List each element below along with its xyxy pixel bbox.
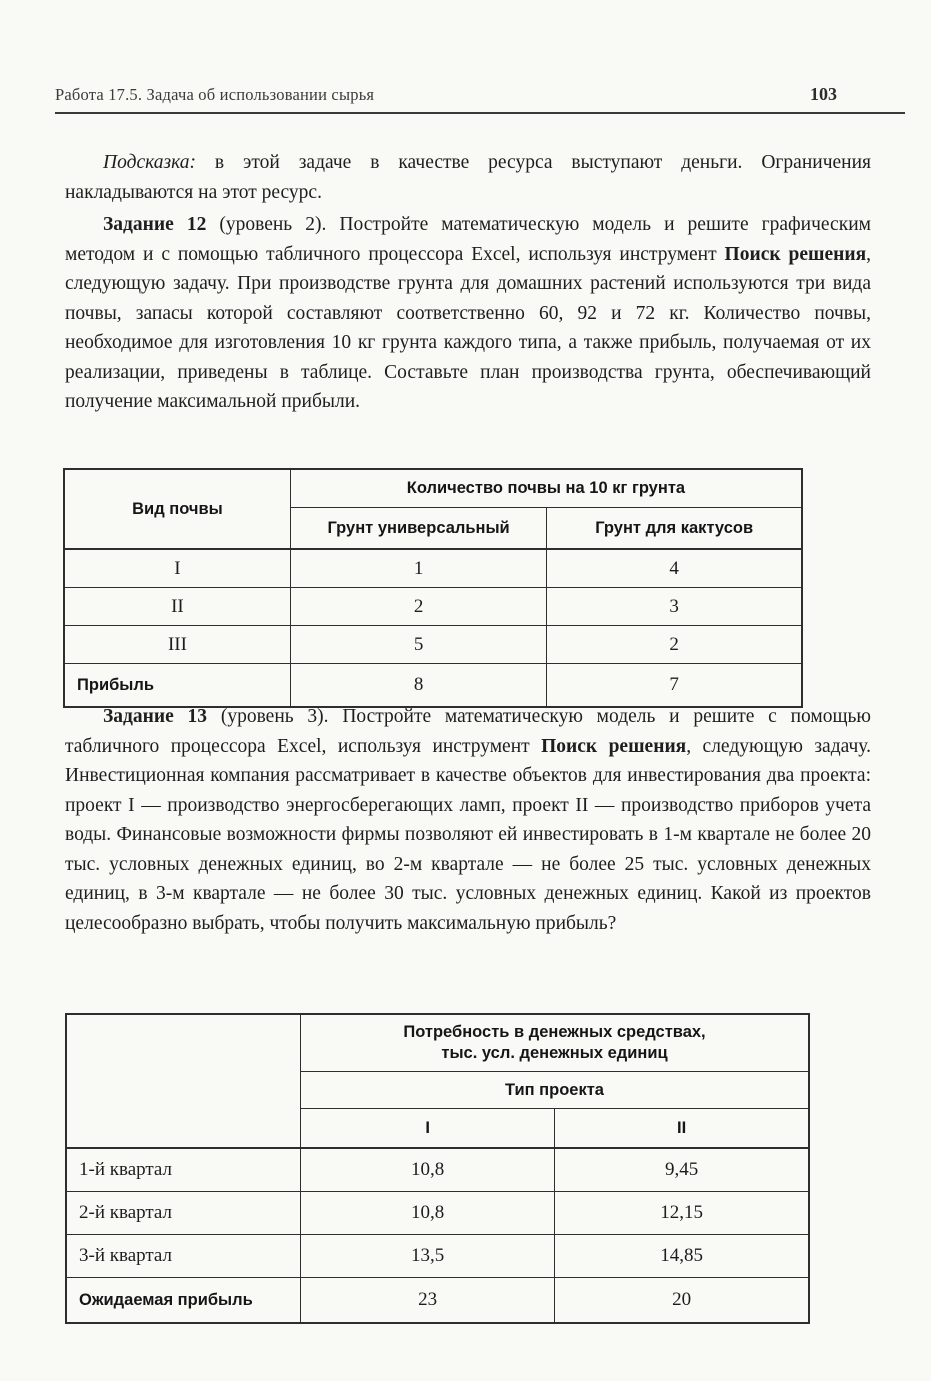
soil-type-cell: III [64,626,290,664]
task-13-level: (уровень 3). [207,706,343,727]
universal-value-cell: 2 [290,588,546,626]
table-row [64,549,802,588]
universal-profit-cell: 8 [290,664,546,708]
profit-row [64,664,802,708]
project-2-value-cell: 9,45 [555,1148,809,1192]
task-13-title: Задание 13 [103,706,208,727]
project-1-profit-cell: 23 [301,1278,555,1324]
project-1-value-cell: 13,5 [301,1235,555,1278]
cactus-value-cell: 2 [547,626,802,664]
project-2-value-cell: 14,85 [555,1235,809,1278]
page-number: 103 [810,84,837,104]
task-13-text-a: Постройте математическую модель и решите с помощью табличного процессора Excel, используя инструмент [65,706,871,757]
project-1-value-cell: 10,8 [301,1148,555,1192]
task-13-paragraph [65,702,871,938]
expected-profit-label: Ожидаемая прибыль [66,1278,301,1324]
cactus-value-cell: 4 [547,549,802,588]
running-title: Работа 17.5. Задача об использовании сырья [55,85,375,104]
table-row [66,1235,809,1278]
investment-table-group-header [301,1014,809,1072]
universal-soil-column-header: Грунт универсальный [290,508,546,550]
task-12-paragraph [65,210,871,417]
hint-lead: Подсказка: [103,152,196,173]
task-12-level: (уровень 2). [206,214,340,235]
task-12-title: Задание 12 [103,214,207,235]
task-13-tool-name: Поиск решения [541,735,687,757]
cactus-value-cell: 3 [547,588,802,626]
task-13-text-b: , следующую задачу. Инвестиционная компания рассматривает в качестве объектов для инвестирования два проекта: проект I — производство энергосберегающих ламп, проект II — производство приборов учета воды. Финансовые возможности фирмы позволяют ей инвестировать в 1-м квартале не более 20 тыс. условных денежных единиц, во 2-м квартале — не более 25 тыс. условных денежных единиц, в 3-м квартале — не более 30 тыс. условных денежных единиц. Какой из проектов целесообразно выбрать, чтобы получить максимальную прибыль? [65,735,871,934]
soil-type-cell: I [64,549,290,588]
cactus-profit-cell: 7 [547,664,802,708]
quarter-label-cell: 3-й квартал [66,1235,301,1278]
soil-type-cell: II [64,588,290,626]
universal-value-cell: 5 [290,626,546,664]
group-header-line-2: тыс. усл. денежных единиц [441,1044,668,1062]
universal-value-cell: 1 [290,549,546,588]
task-12-text-a: Постройте математическую модель и решите графическим методом и с помощью табличного процессора Excel, используя инструмент [65,214,871,265]
task-12-tool-name: Поиск решения [724,243,867,265]
project-2-column-header: II [555,1109,809,1149]
task-12-text-b: , следующую задачу. При производстве грунта для домашних растений используются три вида почвы, запасы которой составляют соответственно 60, 92 и 72 кг. Количество почвы, необходимое для изготовления 10 кг грунта каждого типа, а также прибыль, получаемая от их реализации, приведены в таблице. Составьте план производства грунта, обеспечивающий получение максимальной прибыли. [65,243,872,412]
page-header [55,84,905,114]
quarter-label-cell: 1-й квартал [66,1148,301,1192]
table-row [66,1148,809,1192]
project-type-header: Тип проекта [301,1072,809,1109]
quarter-label-cell: 2-й квартал [66,1192,301,1235]
project-2-profit-cell: 20 [555,1278,809,1324]
table-row [64,588,802,626]
cactus-soil-column-header: Грунт для кактусов [547,508,802,550]
soil-type-column-header: Вид почвы [64,469,290,549]
soil-table-group-header-row [64,469,802,508]
soil-table [63,468,803,708]
project-1-value-cell: 10,8 [301,1192,555,1235]
hint-paragraph [65,148,871,207]
project-2-value-cell: 12,15 [555,1192,809,1235]
soil-table-group-header: Количество почвы на 10 кг грунта [290,469,802,508]
table-row [64,626,802,664]
profit-row-label: Прибыль [64,664,290,708]
investment-table-group-header-row [66,1014,809,1072]
investment-table [65,1013,810,1324]
expected-profit-row [66,1278,809,1324]
empty-corner-cell [66,1014,301,1148]
group-header-line-1: Потребность в денежных средствах, [403,1023,706,1041]
table-row [66,1192,809,1235]
hint-text: в этой задаче в качестве ресурса выступают деньги. Ограничения накладываются на этот ресурс. [65,152,871,203]
project-1-column-header: I [301,1109,555,1149]
